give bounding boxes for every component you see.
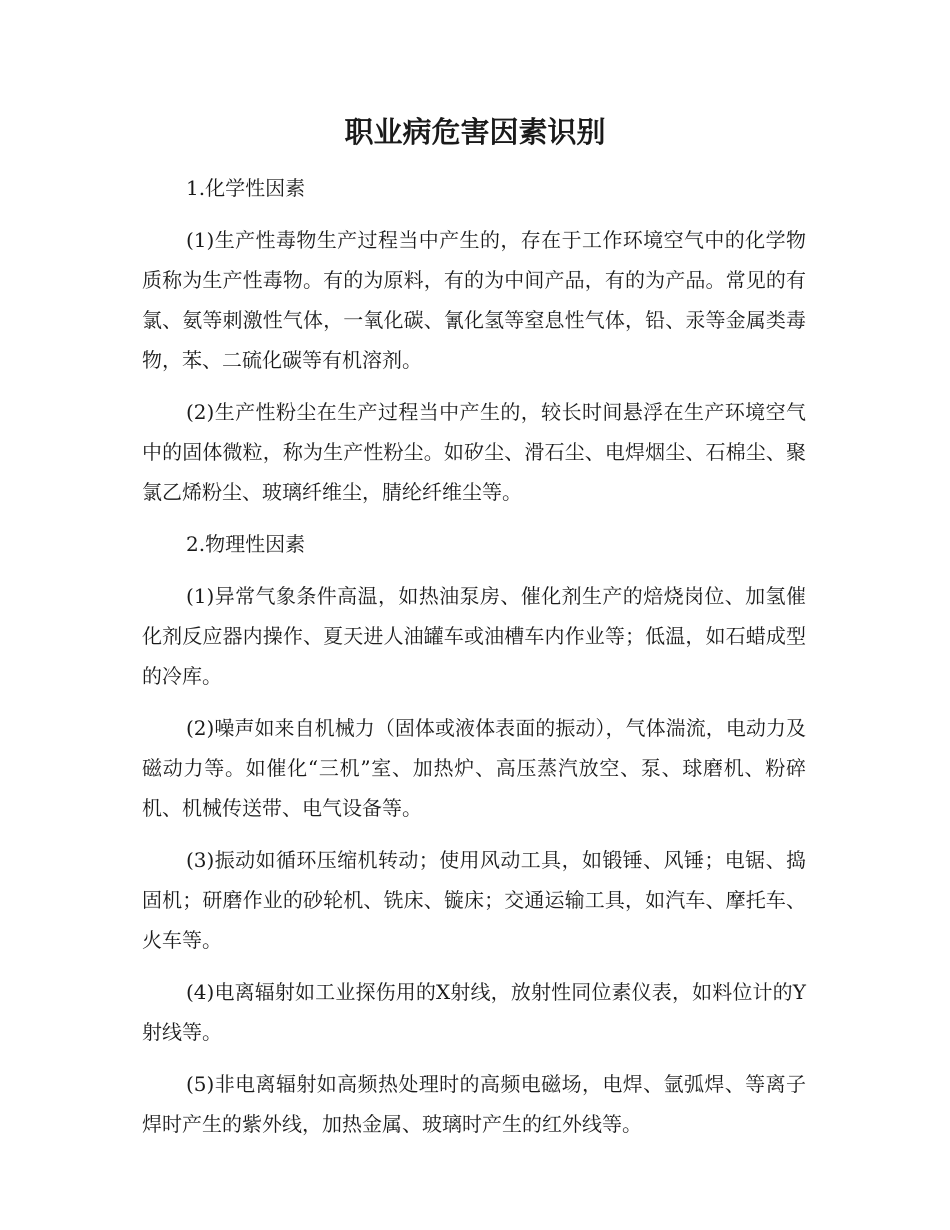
paragraph-abnormal-weather: (1)异常气象条件高温，如热油泵房、催化剂生产的焙烧岗位、加氢催化剂反应器内操作、夏天进人油罐车或油槽车内作业等；低温，如石蜡成型的冷库。 [142, 584, 806, 688]
paragraph-vibration: (3)振动如循环压缩机转动；使用风动工具，如锻锤、风锤；电锯、捣固机；研磨作业的砂轮机、铣床、镟床；交通运输工具，如汽车、摩托车、火车等。 [142, 848, 806, 952]
paragraph-productive-dust: (2)生产性粉尘在生产过程当中产生的，较长时间悬浮在生产环境空气中的固体微粒，称为生产性粉尘。如矽尘、滑石尘、电焊烟尘、石棉尘、聚氯乙烯粉尘、玻璃纤维尘，腈纶纤维尘等。 [142, 400, 806, 504]
section-heading-physical: 2.物理性因素 [186, 532, 306, 556]
paragraph-noise: (2)噪声如来自机械力（固体或液体表面的振动），气体湍流，电动力及磁动力等。如催化“三机”室、加热炉、高压蒸汽放空、泵、球磨机、粉碎机、机械传送带、电气设备等。 [142, 716, 806, 820]
paragraph-ionizing-radiation: (4)电离辐射如工业探伤用的X射线，放射性同位素仪表，如料位计的Y射线等。 [142, 980, 806, 1044]
paragraph-non-ionizing-radiation: (5)非电离辐射如高频热处理时的高频电磁场，电焊、氩弧焊、等离子焊时产生的紫外线，加热金属、玻璃时产生的红外线等。 [142, 1072, 806, 1136]
section-heading-chemical: 1.化学性因素 [186, 176, 306, 200]
document-title: 职业病危害因素识别 [344, 115, 606, 149]
paragraph-toxic-substances: (1)生产性毒物生产过程当中产生的，存在于工作环境空气中的化学物质称为生产性毒物。有的为原料，有的为中间产品，有的为产品。常见的有氯、氨等刺激性气体，一氧化碳、氰化氢等窒息性气体，铅、汞等金属类毒物，苯、二硫化碳等有机溶剂。 [142, 228, 806, 372]
document-body [142, 168, 806, 1144]
